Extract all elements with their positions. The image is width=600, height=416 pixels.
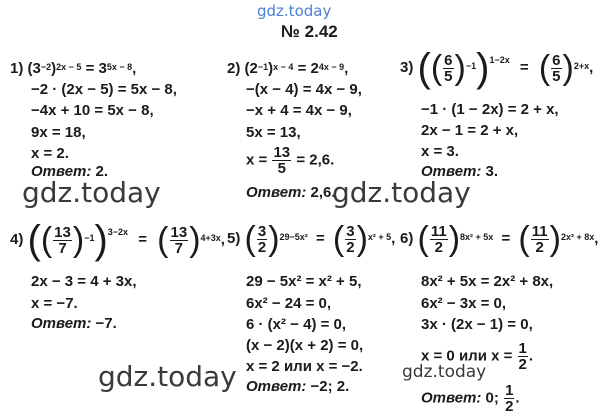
p1-line-4: 9x = 18, <box>31 124 86 141</box>
p2-line-3: −x + 4 = 4x − 9, <box>246 102 352 119</box>
p6-line-2: 8x² + 5x = 2x² + 8x, <box>421 273 554 290</box>
p6-root-fraction: $\frac{1}{2}$ <box>518 340 527 373</box>
p2-answer: Ответ: 2,6. <box>246 184 336 201</box>
p3-line-2: −1 · (1 − 2x) = 2 + x, <box>421 101 559 118</box>
p6-answer: Ответ: 0; $\frac{1}{2}$ . <box>421 382 520 415</box>
p5-line-1: 5) ( $\frac{3}{2}$ )29−5x² = ( $\frac{3}{2}$ )x² + 5, <box>227 220 396 259</box>
p4-line-2: 2x − 3 = 4 + 3x, <box>31 273 137 290</box>
p4-base-fraction: $\frac{13}{7}$ <box>54 223 71 257</box>
p5-line-2: 29 − 5x² = x² + 5, <box>246 273 362 290</box>
p5-line-5: (x − 2)(x + 2) = 0, <box>246 337 364 354</box>
p6-line-1: 6) ( $\frac{11}{2}$ )8x² + 5x = ( $\frac{11}{2}$ )2x² + 8x, <box>400 220 599 259</box>
watermark-3: gdz.today <box>98 360 237 393</box>
p3-rhs-fraction: $\frac{6}{5}$ <box>552 51 561 85</box>
p6-answer-fraction: $\frac{1}{2}$ <box>505 382 514 415</box>
p1-answer: Ответ: 2. <box>31 163 109 180</box>
p5-line-4: 6 · (x² − 4) = 0, <box>246 316 347 333</box>
p5-lhs-fraction: $\frac{3}{2}$ <box>257 222 267 256</box>
p4-line-1: 4) (( $\frac{13}{7}$ )−1)3−2x = ( $\frac{13}{7}$ )4+3x, <box>10 218 225 263</box>
p2-line-5: x = $\frac{13}{5}$ = 2,6. <box>246 144 335 177</box>
p5-line-6: x = 2 или x = −2. <box>246 358 363 375</box>
p1-line-3: −4x + 10 = 5x − 8, <box>31 102 154 119</box>
p3-answer: Ответ: 3. <box>421 163 499 180</box>
p1-line-2: −2 · (2x − 5) = 5x − 8, <box>31 81 177 98</box>
p3-line-4: x = 3. <box>421 143 459 160</box>
p5-answer: Ответ: −2; 2. <box>246 378 350 395</box>
p2-line-2: −(x − 4) = 4x − 9, <box>246 81 362 98</box>
p4-answer: Ответ: −7. <box>31 315 117 332</box>
p6-lhs-fraction: $\frac{11}{2}$ <box>430 222 447 256</box>
watermark-4: gdz.today <box>402 362 487 382</box>
p6-line-5: x = 0 или x = $\frac{1}{2}$ . <box>421 340 534 373</box>
p6-line-4: 3x · (2x − 1) = 0, <box>421 316 533 333</box>
p3-line-3: 2x − 1 = 2 + x, <box>421 122 519 139</box>
p4-rhs-fraction: $\frac{13}{7}$ <box>170 223 188 257</box>
p2-line-4: 5x = 13, <box>246 124 301 141</box>
page-title: № 2.42 <box>281 22 338 41</box>
p3-base-fraction: $\frac{6}{5}$ <box>444 51 453 85</box>
watermark-1: gdz.today <box>22 176 161 209</box>
p6-line-3: 6x² − 3x = 0, <box>421 295 507 312</box>
watermark-top: gdz.today <box>257 2 332 20</box>
p2-line-1: 2) $(2^{-1})^{x - 4} = 2^{4x - 9}$, <box>227 60 349 77</box>
p2-fraction: $\frac{13}{5}$ <box>273 144 291 177</box>
p5-rhs-fraction: $\frac{3}{2}$ <box>346 222 355 256</box>
watermark-2: gdz.today <box>332 176 471 209</box>
p5-line-3: 6x² − 24 = 0, <box>246 295 332 312</box>
p6-rhs-fraction: $\frac{11}{2}$ <box>531 222 548 256</box>
p4-line-3: x = −7. <box>31 295 78 312</box>
p1-line-5: x = 2. <box>31 145 69 162</box>
p1-line-1: 1) $(3^{-2})^{2x - 5} = 3^{5x - 8}$, <box>10 60 137 77</box>
p3-line-1: 3) (( $\frac{6}{5}$ )−1)1−2x = ( $\frac{6}{5}$ )2+x, <box>400 46 594 91</box>
